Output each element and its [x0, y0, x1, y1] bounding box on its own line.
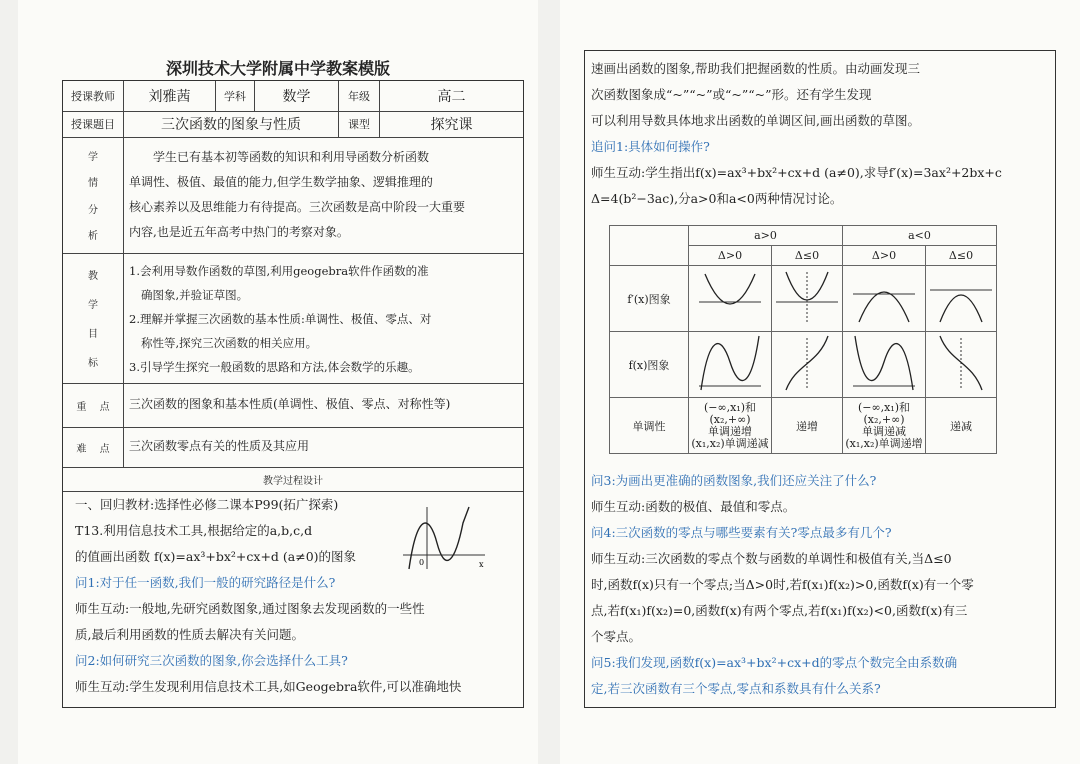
process-line: 问5:我们发现,函数f(x)=ax³+bx²+cx+d的零点个数完全由系数确 — [591, 655, 958, 670]
goals-label — [63, 253, 124, 383]
cubic-curve-icon — [772, 334, 842, 392]
subject-value: 数学 — [255, 81, 339, 111]
process-line: 师生互动:三次函数的零点个数与函数的单调性和极值有关,当Δ≤0 — [591, 551, 952, 566]
text-line: 2.理解并掌握三次函数的基本性质:单调性、极值、零点、对 — [129, 312, 432, 326]
process-line: 时,函数f(x)只有一个零点;当Δ>0时,若f(x₁)f(x₂)>0,函数f(x)有一个零 — [591, 577, 974, 592]
process-line: T13.利用信息技术工具,根据给定的a,b,c,d — [75, 523, 313, 538]
key-row — [63, 383, 523, 428]
process-line: 的值画出函数 f(x)=ax³+bx²+cx+d (a≠0)的图象 — [75, 549, 357, 564]
goals-label-char: 目 — [88, 329, 98, 340]
monotonicity-cell: 递增 — [772, 398, 843, 454]
difficulty-label-char: 点 — [99, 443, 110, 455]
process-continued — [584, 50, 1056, 708]
process-line: 师生互动:一般地,先研究函数图象,通过图象去发现函数的一些性 — [75, 601, 425, 616]
mono-line: 单调递增 — [708, 424, 752, 438]
process-line: 速画出函数的图象,帮助我们把握函数的性质。由动画发现三 — [591, 61, 920, 76]
header-delta-pos: Δ>0 — [843, 246, 926, 266]
svg-text:x: x — [479, 560, 484, 569]
header-delta-le: Δ≤0 — [772, 246, 843, 266]
difficulty-row — [63, 427, 523, 468]
process-line: Δ=4(b²−3ac),分a>0和a<0两种情况讨论。 — [591, 191, 843, 206]
goals-label-char: 学 — [88, 300, 98, 311]
parabola-up-icon — [695, 268, 765, 326]
page-title: 深圳技术大学附属中学教案模版 — [165, 59, 390, 78]
type-label: 课型 — [339, 111, 380, 137]
topic-value: 三次函数的图象与性质 — [124, 111, 339, 137]
text-line: 称性等,探究三次函数的相关应用。 — [141, 336, 318, 350]
topic-label: 授课题目 — [63, 111, 124, 137]
mono-line: 单调递减 — [862, 424, 906, 438]
goals-text — [129, 259, 517, 379]
monotonicity-cell — [843, 398, 926, 454]
analysis-text — [129, 145, 517, 245]
text-line: 内容,也是近五年高考中热门的考察对象。 — [129, 225, 349, 239]
process-line: 个零点。 — [591, 629, 642, 644]
analysis-label — [63, 137, 124, 253]
row-derivative-graph: f′(x)图象 — [610, 266, 689, 332]
process-line: 次函数图象成“~”“~”或“~”“~”形。还有学生发现 — [591, 87, 872, 102]
table-corner — [610, 226, 689, 266]
difficulty-text: 三次函数零点有关的性质及其应用 — [129, 439, 310, 453]
process-line: 一、回归教材:选择性必修二课本P99(拓广探索) — [75, 497, 339, 512]
key-text: 三次函数的图象和基本性质(单调性、极值、零点、对称性等) — [129, 397, 451, 411]
process-line: 师生互动:学生发现利用信息技术工具,如Geogebra软件,可以准确地快 — [75, 679, 462, 694]
text-line: 3.引导学生探究一般函数的思路和方法,体会数学的乐趣。 — [129, 360, 420, 374]
text-line: 单调性、极值、最值的能力,但学生数学抽象、逻辑推理的 — [129, 175, 433, 189]
derivative-graph — [926, 266, 997, 332]
mono-line: (x₁,x₂)单调递减 — [691, 436, 769, 450]
process-line: 点,若f(x₁)f(x₂)=0,函数f(x)有两个零点,若f(x₁)f(x₂)<0,函数f(x)有三 — [591, 603, 968, 618]
process-line: 问4:三次函数的零点与哪些要素有关?零点最多有几个? — [591, 525, 892, 540]
process-line: 师生互动:学生指出f(x)=ax³+bx²+cx+d (a≠0),求导f′(x)=3ax²+2bx+c — [591, 165, 1002, 180]
process-line: 问3:为画出更准确的函数图象,我们还应关注了什么? — [591, 473, 877, 488]
analysis-label-char: 学 — [88, 152, 98, 164]
derivative-graph — [689, 266, 772, 332]
difficulty-label-char: 难 — [76, 443, 87, 455]
analysis-row — [63, 137, 523, 254]
grade-label: 年级 — [339, 81, 380, 111]
grade-value: 高二 — [437, 89, 466, 105]
process-line: 质,最后利用函数的性质去解决有关问题。 — [75, 627, 304, 642]
topic-row — [63, 111, 523, 138]
goals-label-char: 标 — [88, 358, 98, 369]
process-line: 问2:如何研究三次函数的图象,你会选择什么工具? — [75, 653, 348, 668]
process-title: 教学过程设计 — [63, 467, 523, 492]
key-label-char: 点 — [99, 401, 110, 413]
monotonicity-cell — [689, 398, 772, 454]
parabola-down-icon — [849, 268, 919, 326]
row-monotonicity: 单调性 — [610, 398, 689, 454]
text-line: 确图象,并验证草图。 — [141, 288, 249, 302]
teacher-label: 授课教师 — [63, 81, 124, 111]
cubic-graph-icon — [399, 503, 489, 573]
svg-text:0: 0 — [419, 558, 425, 567]
process-line: 追问1:具体如何操作? — [591, 139, 710, 154]
mono-line: (−∞,x₁)和(x₂,+∞) — [857, 400, 911, 426]
cubic-curve-icon — [849, 334, 919, 392]
key-label — [63, 383, 124, 427]
function-graph — [772, 332, 843, 398]
subject-label: 学科 — [216, 81, 255, 111]
cubic-curve-icon — [695, 334, 765, 392]
header-delta-pos: Δ>0 — [689, 246, 772, 266]
process-line: 问1:对于任一函数,我们一般的研究路径是什么? — [75, 575, 336, 590]
text-line: 学生已有基本初等函数的知识和利用导函数分析函数 — [153, 150, 430, 164]
lesson-table — [62, 80, 524, 708]
process-line: 可以利用导数具体地求出函数的单调区间,画出函数的草图。 — [591, 113, 920, 128]
mono-line: (x₁,x₂)单调递增 — [845, 436, 923, 450]
row-function-graph: f(x)图象 — [610, 332, 689, 398]
right-page — [560, 0, 1080, 764]
header-a-pos: a>0 — [689, 226, 843, 246]
header-row — [63, 81, 523, 112]
derivative-graph — [772, 266, 843, 332]
key-label-char: 重 — [76, 401, 87, 413]
analysis-label-char: 情 — [88, 178, 98, 190]
header-a-neg: a<0 — [843, 226, 997, 246]
goals-row — [63, 253, 523, 384]
cubic-curve-icon — [926, 334, 996, 392]
monotonicity-cell: 递减 — [926, 398, 997, 454]
process-line: 定,若三次函数有三个零点,零点和系数具有什么关系? — [591, 681, 881, 696]
function-graph — [843, 332, 926, 398]
type-value: 探究课 — [430, 117, 473, 133]
header-delta-le: Δ≤0 — [926, 246, 997, 266]
mono-line: (−∞,x₁)和(x₂,+∞) — [703, 400, 757, 426]
left-page — [18, 0, 538, 764]
analysis-label-char: 析 — [88, 230, 98, 242]
text-line: 核心素养以及思维能力有待提高。三次函数是高中阶段一大重要 — [129, 200, 466, 214]
derivative-graph — [843, 266, 926, 332]
property-table — [609, 225, 997, 454]
parabola-up-icon — [772, 268, 842, 326]
function-graph — [926, 332, 997, 398]
parabola-down-icon — [926, 268, 996, 326]
analysis-label-char: 分 — [88, 204, 98, 216]
difficulty-label — [63, 427, 124, 467]
goals-label-char: 教 — [88, 271, 98, 282]
function-graph — [689, 332, 772, 398]
process-line: 师生互动:函数的极值、最值和零点。 — [591, 499, 796, 514]
teacher-value: 刘雅茜 — [124, 81, 216, 111]
text-line: 1.会利用导数作函数的草图,利用geogebra软件作函数的准 — [129, 264, 429, 278]
